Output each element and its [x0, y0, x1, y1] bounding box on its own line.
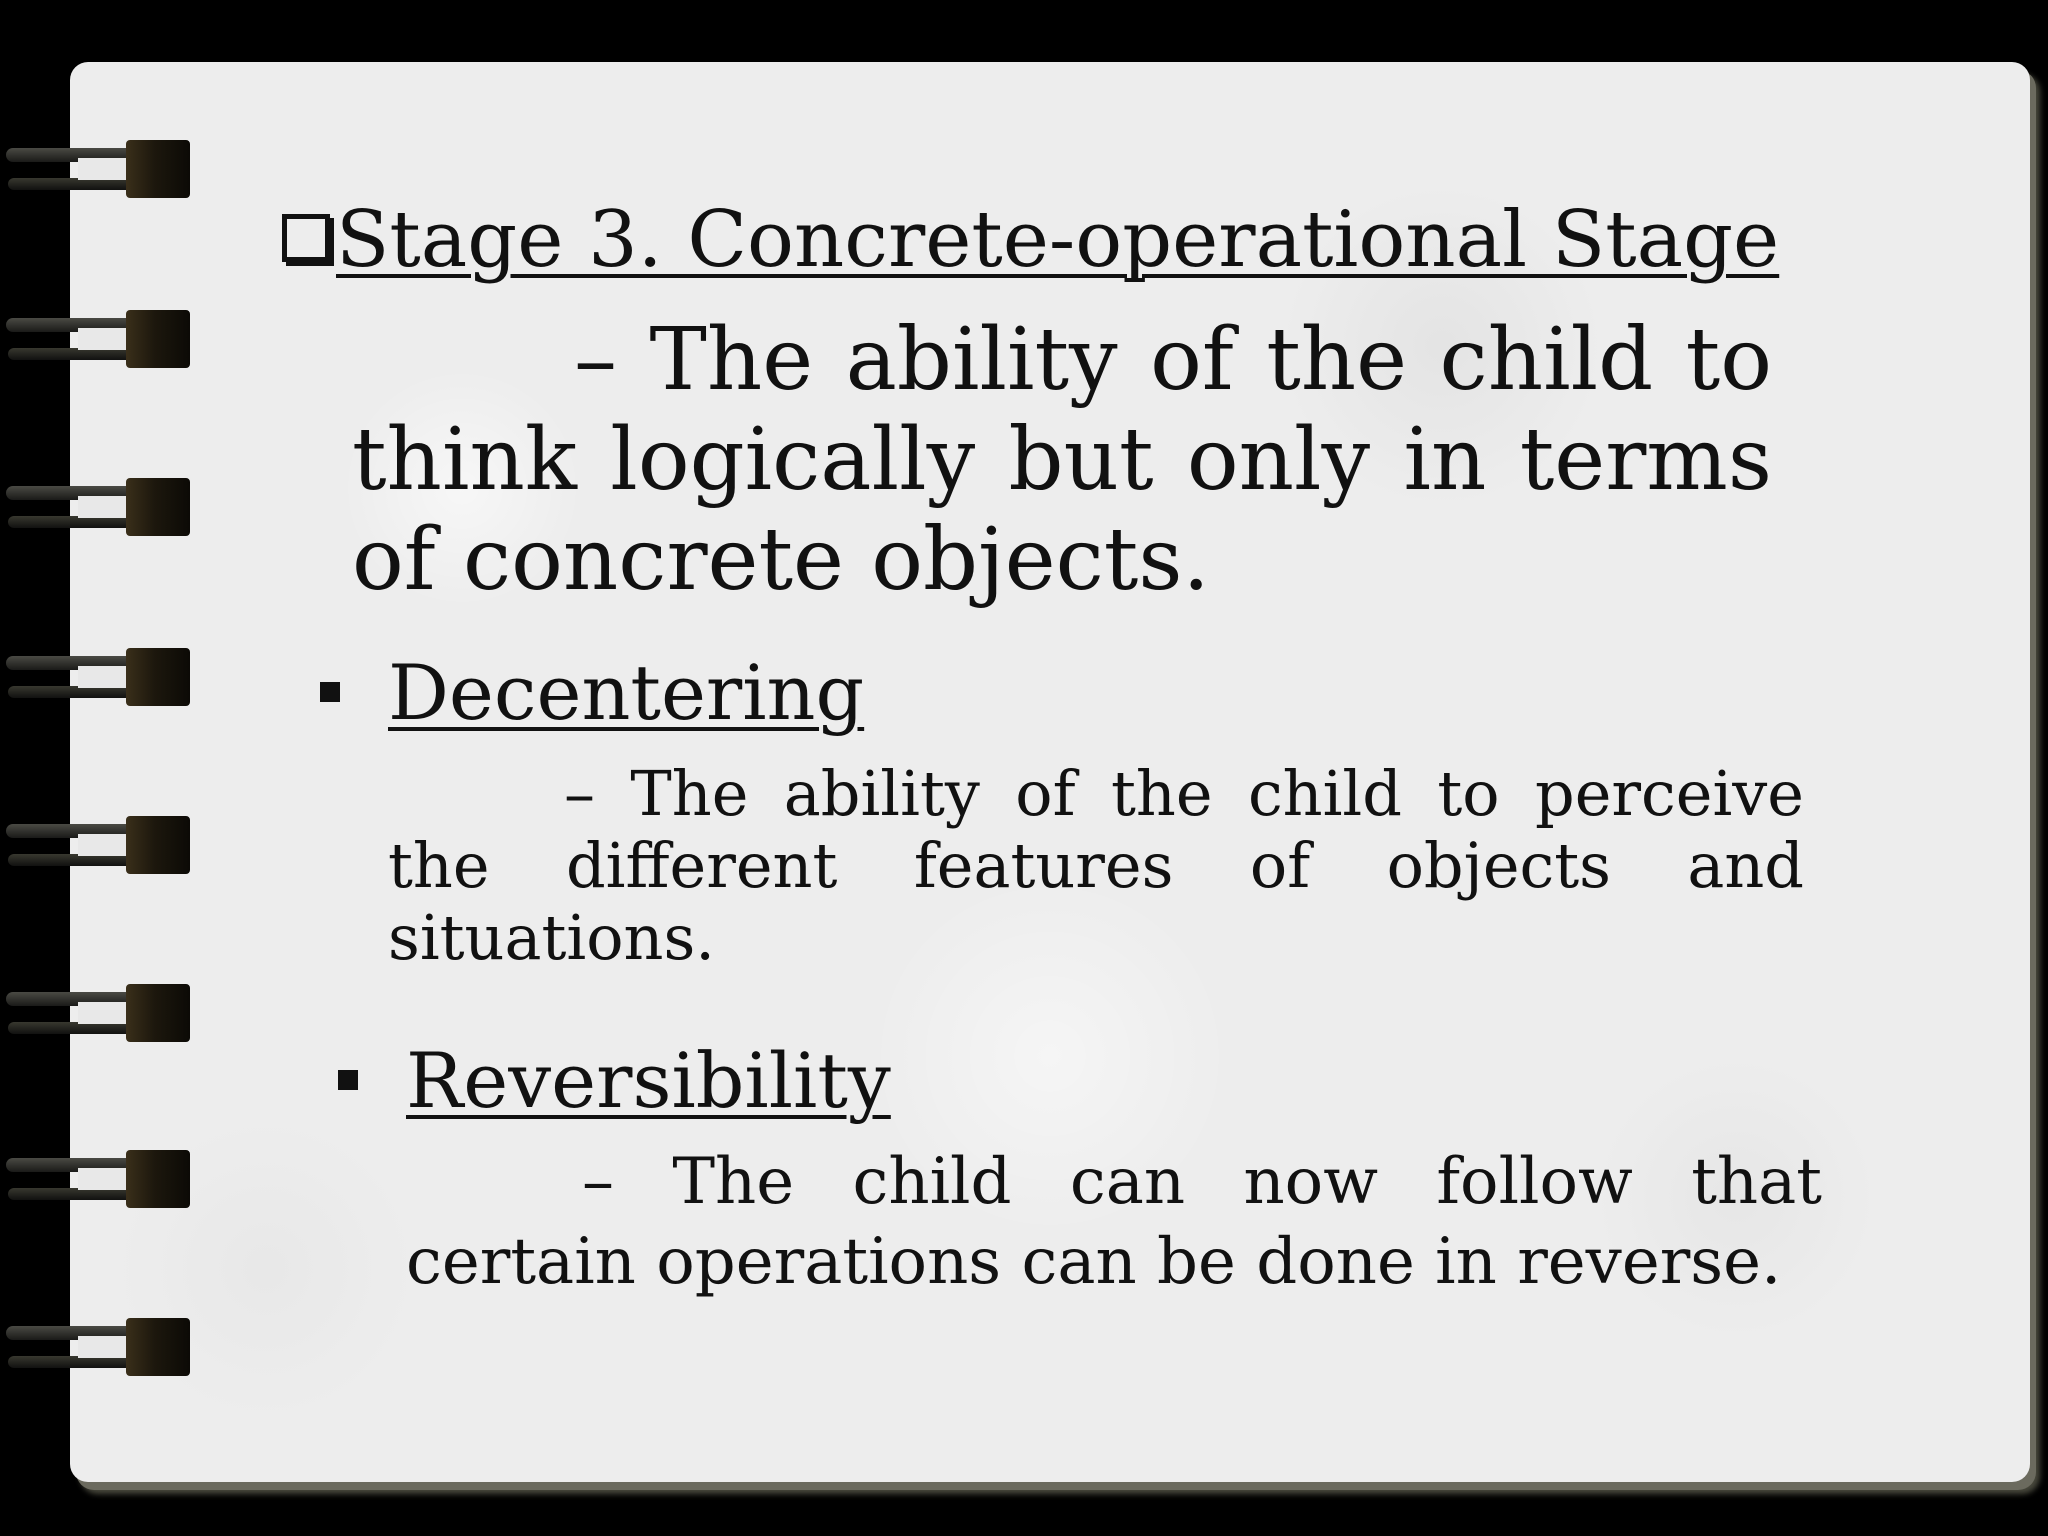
heading-text: Stage 3. Concrete-operational Stage — [336, 195, 1780, 285]
reversibility-title: Reversibility — [406, 1036, 891, 1125]
slide-heading — [282, 192, 1779, 288]
checkbox-bullet-icon — [282, 214, 330, 262]
reversibility-description: – The child can now follow that certain operations can be done in reverse. — [406, 1145, 1822, 1299]
decentering-description: – The ability of the child to perceive the different features of objects and situations. — [388, 757, 1804, 974]
square-bullet-icon — [338, 1070, 358, 1090]
decentering-title: Decentering — [388, 648, 865, 737]
intro-paragraph: – The ability of the child to think logically but only in terms of concrete objects. — [352, 310, 1772, 610]
square-bullet-icon — [320, 682, 340, 702]
